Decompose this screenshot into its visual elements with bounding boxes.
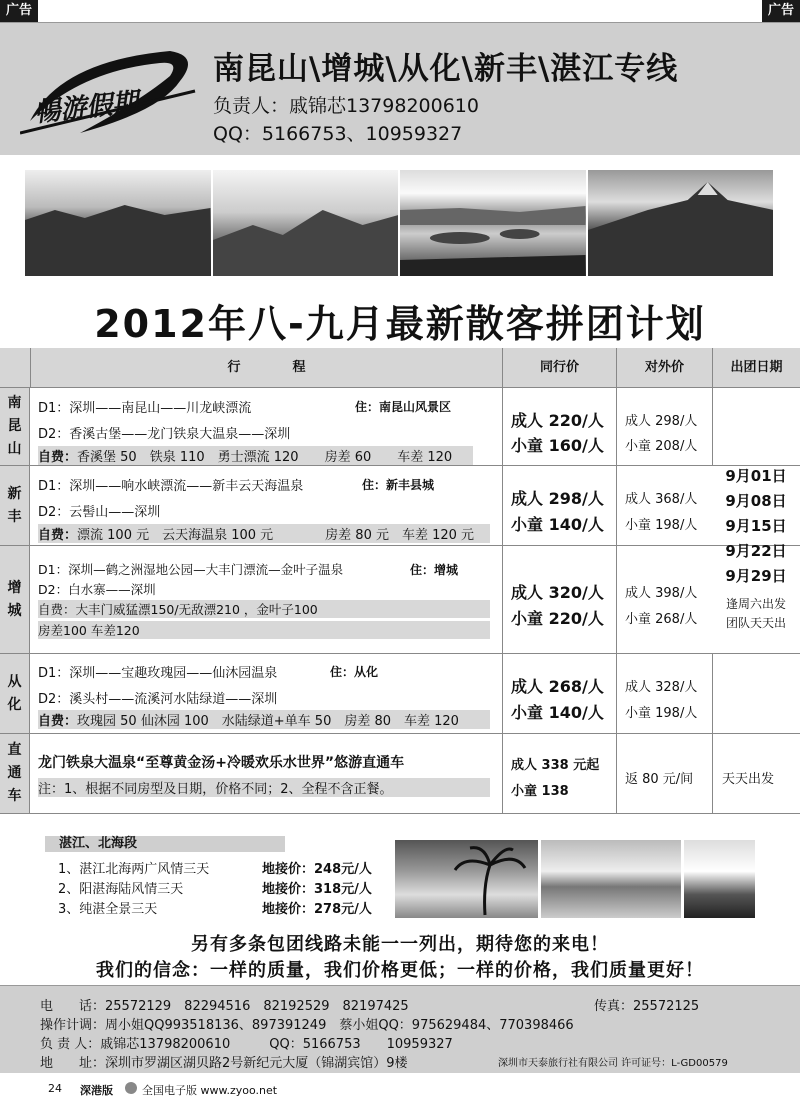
self-pay-line: 自费：香溪堡 50 铁泉 110 勇士漂流 120 房差 60 车差 120 [38, 446, 473, 465]
table-header [0, 348, 800, 388]
date-item: 9月08日 [725, 492, 787, 510]
header-date: 出团日期 [712, 348, 800, 388]
table-row [0, 734, 800, 814]
table-row [0, 654, 800, 734]
footer-fax: 传真：25572125 [594, 999, 700, 1014]
day1-route: D1：深圳——宝趣玫瑰园——仙沐园温泉 [38, 666, 278, 681]
header-peer-price: 同行价 [502, 348, 616, 388]
day2-route: D2：白水寨——深圳 [38, 582, 156, 597]
page-number: 24 [48, 1082, 62, 1095]
external-child-price: 小童 198/人 [625, 518, 698, 533]
zhanjiang-heading: 湛江、北海段 [45, 836, 285, 852]
express-date: 天天出发 [722, 772, 775, 787]
date-item: 9月15日 [725, 517, 787, 535]
footer-address: 地 址：深圳市罗湖区湖贝路2号新纪元大厦（锦湖宾馆）9楼 [40, 1056, 408, 1071]
external-adult-price: 成人 398/人 [625, 586, 698, 601]
page-bar [0, 1075, 800, 1100]
header-qq: QQ：5166753、10959327 [213, 123, 463, 145]
self-pay-line: 自费：漂流 100 元 云天海温泉 100 元 房差 80 元 车差 120 元 [38, 524, 490, 543]
zhanjiang-price: 地接价：318元/人 [262, 882, 372, 897]
header-external-price: 对外价 [616, 348, 712, 388]
peer-adult-price: 成人 338 元起 [511, 758, 600, 773]
external-child-price: 小童 208/人 [625, 439, 698, 454]
more-routes-message: 另有多条包团线路未能一一列出，期待您的来电！ [191, 934, 609, 955]
row-region: 新 丰 [0, 466, 30, 545]
footer-contact [0, 985, 800, 1073]
peak-photo [588, 170, 774, 276]
peer-adult-price: 成人 268/人 [511, 677, 604, 696]
beach-photos [395, 840, 755, 918]
stay-location: 住：南昆山风景区 [355, 400, 452, 414]
peer-adult-price: 成人 298/人 [511, 489, 604, 508]
day2-route: D2：云髻山——深圳 [38, 505, 161, 520]
ad-tag-left: 广告 [0, 0, 38, 22]
external-adult-price: 成人 298/人 [625, 414, 698, 429]
day2-route: D2：溪头村——流溪河水陆绿道——深圳 [38, 692, 278, 707]
footer-phone: 电 话：25572129 82294516 82192529 82197425 [40, 999, 409, 1014]
row-region: 南 昆 山 [0, 388, 30, 465]
main-title: 2012年八-九月最新散客拼团计划 [94, 302, 706, 346]
external-child-price: 小童 268/人 [625, 612, 698, 627]
peer-child-price: 小童 140/人 [511, 515, 604, 534]
departure-dates [712, 388, 800, 734]
day1-route: D1：深圳——南昆山——川龙峡漂流 [38, 401, 252, 416]
footer-company: 深圳市天泰旅行社有限公司 许可证号：L-GD00579 [498, 1058, 728, 1069]
peer-child-price: 小童 160/人 [511, 436, 604, 455]
zhanjiang-item: 3、纯湛全景三天 [58, 902, 158, 917]
express-title: 龙门铁泉大温泉“至尊黄金汤+冷暖欢乐水世界”悠游直通车 [38, 755, 405, 771]
external-rebate: 返 80 元/间 [625, 772, 694, 787]
table-row [0, 388, 800, 466]
footer-ops: 操作计调：周小姐QQ993518136、897391249 蔡小姐QQ：975629484、770398466 [40, 1018, 574, 1033]
day1-route: D1：深圳—鹤之洲湿地公园—大丰门漂流—金叶子温泉 [38, 562, 344, 577]
date-item: 9月22日 [725, 542, 787, 560]
self-pay-line: 自费：大丰门威猛漂150/无敌漂210 ，金叶子100 [38, 600, 490, 618]
peer-child-price: 小童 220/人 [511, 609, 604, 628]
footer-owner: 负 责 人：戚锦芯13798200610 QQ：5166753 10959327 [40, 1037, 453, 1052]
header-contact: 负责人：戚锦芯13798200610 [213, 95, 479, 117]
header-title: 南昆山\增城\从化\新丰\湛江专线 [213, 51, 679, 87]
zhanjiang-item: 1、湛江北海两广风情三天 [58, 862, 210, 877]
self-pay-line: 房差100 车差120 [38, 621, 490, 639]
motto-message: 我们的信念：一样的质量，我们价格更低；一样的价格，我们质量更好！ [96, 960, 704, 981]
pavilion-photo [684, 840, 755, 918]
stay-location: 住：新丰县城 [362, 478, 435, 492]
logo-text: 暢游假期 [32, 87, 140, 129]
stay-location: 住：增城 [410, 563, 459, 577]
zhanjiang-price: 地接价：248元/人 [262, 862, 372, 877]
day2-route: D2：香溪古堡——龙门铁泉大温泉——深圳 [38, 427, 291, 442]
peer-adult-price: 成人 320/人 [511, 583, 604, 602]
peer-child-price: 小童 140/人 [511, 703, 604, 722]
header-route: 行 程 [30, 348, 502, 388]
header-banner [0, 22, 800, 155]
zhanjiang-price: 地接价：278元/人 [262, 902, 372, 917]
national-edition: 全国电子版 www.zyoo.net [142, 1084, 278, 1097]
coast-photo [541, 840, 681, 918]
row-region: 从 化 [0, 654, 30, 733]
mountain-photo [25, 170, 211, 276]
external-adult-price: 成人 328/人 [625, 680, 698, 695]
photo-strip [25, 170, 773, 276]
zhanjiang-item: 2、阳湛海陆风情三天 [58, 882, 184, 897]
row-region: 增 城 [0, 546, 30, 653]
peer-adult-price: 成人 220/人 [511, 411, 604, 430]
palm-beach-photo [395, 840, 538, 918]
header-corner [0, 348, 30, 388]
date-note: 逢周六出发 团队天天出 [725, 597, 786, 630]
date-item: 9月01日 [725, 467, 787, 485]
misty-mountain-photo [213, 170, 399, 276]
edition-label: 深港版 [80, 1084, 113, 1097]
external-adult-price: 成人 368/人 [625, 492, 698, 507]
row-region: 直 通 车 [0, 734, 30, 813]
table-row [0, 466, 800, 546]
stay-location: 住：从化 [330, 665, 379, 679]
day1-route: D1：深圳——响水峡漂流——新丰云天海温泉 [38, 479, 304, 494]
date-item: 9月29日 [725, 567, 787, 585]
table-row [0, 546, 800, 654]
ad-tag-right: 广告 [762, 0, 800, 22]
edition-logo-icon [125, 1082, 137, 1094]
lake-photo [400, 170, 586, 276]
external-child-price: 小童 198/人 [625, 706, 698, 721]
logo [20, 41, 200, 141]
peer-child-price: 小童 138 [511, 784, 569, 799]
self-pay-line: 自费：玫瑰园 50 仙沐园 100 水陆绿道+单车 50 房差 80 车差 120 [38, 710, 490, 729]
express-note: 注：1、根据不同房型及日期，价格不同；2、全程不含正餐。 [38, 778, 490, 797]
